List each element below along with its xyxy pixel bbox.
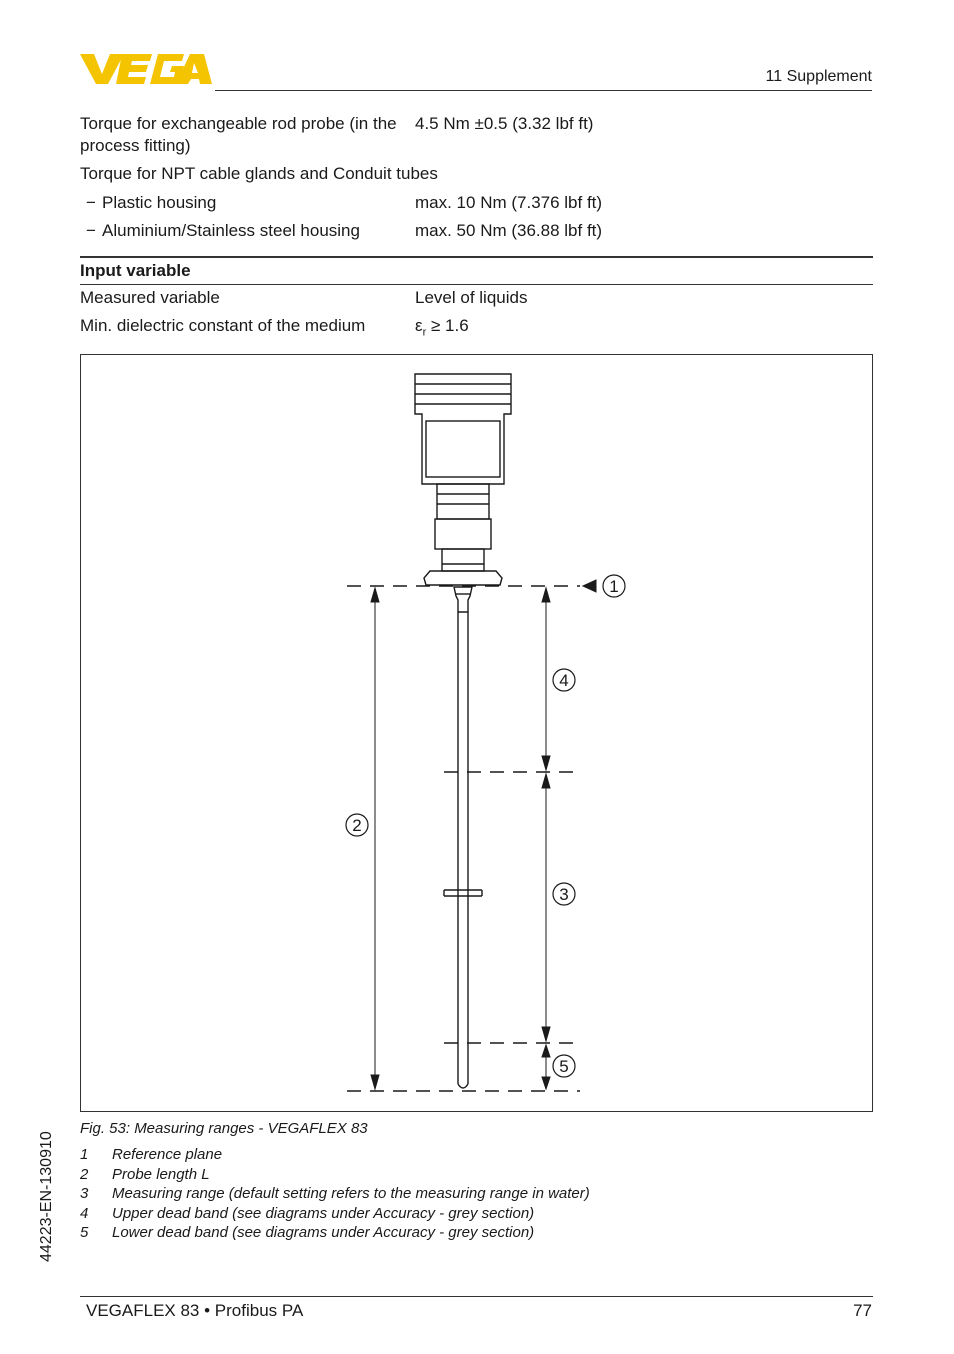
marker-3: 3: [559, 885, 569, 904]
rod-probe-torque-value: 4.5 Nm ±0.5 (3.32 lbf ft): [415, 114, 594, 133]
dielectric-label: Min. dielectric constant of the medium: [80, 316, 366, 335]
section-rule-top: [80, 256, 873, 258]
plastic-housing-label: − Plastic housing: [80, 192, 400, 214]
list-dash: −: [86, 221, 96, 240]
aluminium-housing-label: − Aluminium/Stainless steel housing: [80, 220, 400, 242]
list-dash: −: [86, 193, 96, 212]
housing-window: [426, 421, 500, 477]
marker-4: 4: [559, 671, 569, 690]
figure-caption: Fig. 53: Measuring ranges - VEGAFLEX 83: [80, 1120, 368, 1137]
npt-torque-heading: Torque for NPT cable glands and Conduit tubes: [80, 164, 438, 183]
footer-title: VEGAFLEX 83 • Profibus PA: [86, 1301, 304, 1320]
page-number: 77: [853, 1301, 872, 1320]
housing-cap: [415, 374, 511, 484]
marker-2: 2: [352, 816, 362, 835]
legend-item: 4 Upper dead band (see diagrams under Accuracy - grey section): [80, 1204, 535, 1222]
legend-item: 2 Probe length L: [80, 1165, 210, 1183]
footer-rule: [80, 1296, 873, 1297]
header-rule: [215, 90, 872, 91]
flange: [424, 571, 502, 585]
legend-item: 3 Measuring range (default setting refers to the measuring range in water): [80, 1185, 590, 1202]
reference-arrow: [583, 580, 596, 592]
legend-item: 5 Lower dead band (see diagrams under Accuracy - grey section): [80, 1224, 535, 1241]
input-variable-title: Input variable: [80, 261, 191, 280]
document-id: 44223-EN-130910: [38, 1131, 55, 1262]
marker-1: 1: [609, 577, 619, 596]
plastic-housing-value: max. 10 Nm (7.376 lbf ft): [415, 193, 603, 212]
probe-diagram: [80, 354, 873, 1112]
legend-item: 1 Reference plane: [80, 1146, 223, 1163]
figure-legend: [80, 1145, 590, 1243]
vega-logo: [80, 50, 212, 86]
marker-5: 5: [559, 1057, 569, 1076]
process-fitting: [435, 519, 491, 549]
measured-variable-value: Level of liquids: [415, 288, 528, 307]
rod-probe-torque-label: Torque for exchangeable rod probe (in the process fitting): [80, 114, 397, 155]
aluminium-housing-value: max. 50 Nm (36.88 lbf ft): [415, 221, 603, 240]
dielectric-value: $\varepsilon_r \ge 1.6$: [415, 316, 469, 339]
measured-variable-label: Measured variable: [80, 288, 220, 307]
section-label: 11 Supplement: [765, 68, 872, 85]
section-rule-bottom: [80, 284, 873, 285]
